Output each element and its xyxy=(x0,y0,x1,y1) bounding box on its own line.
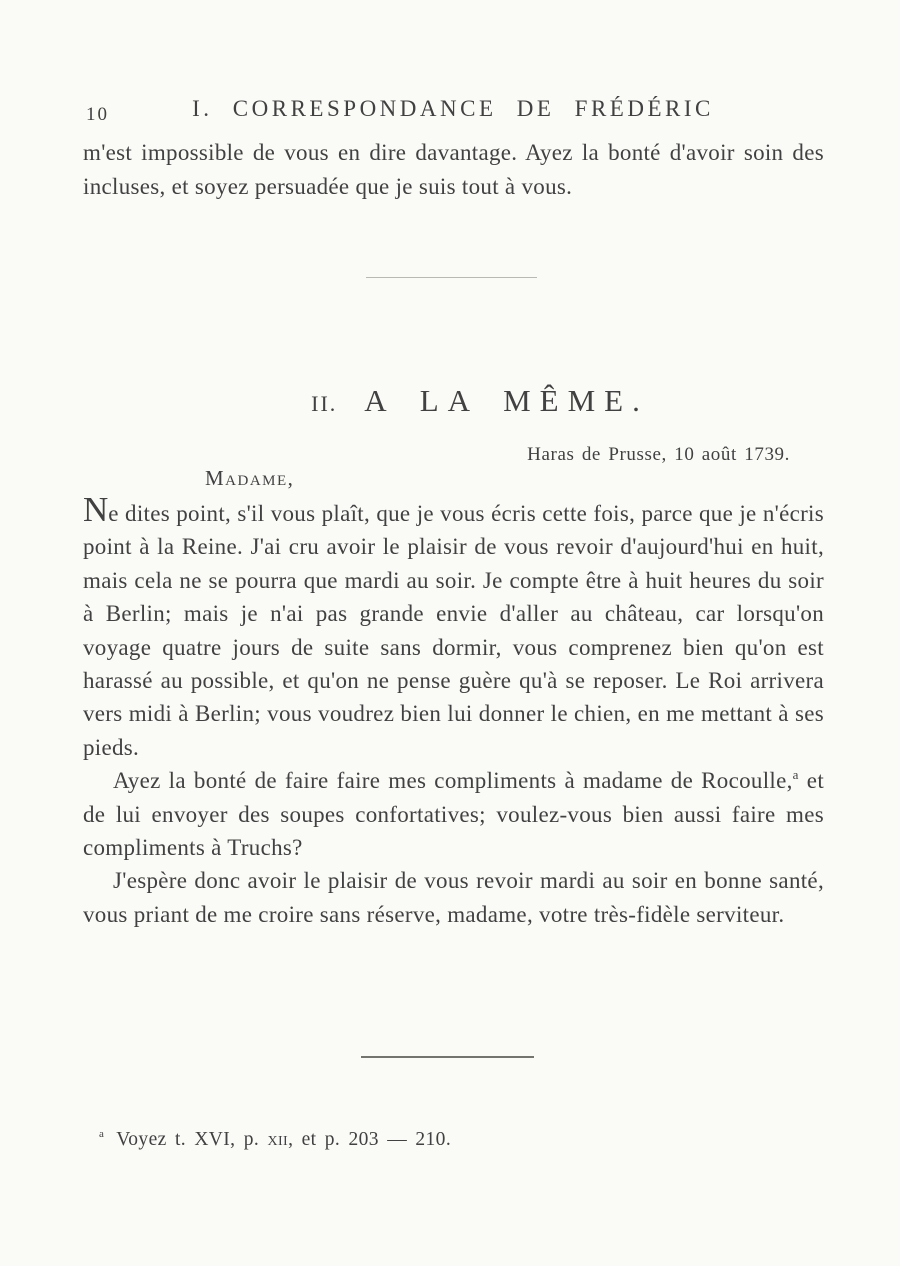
letter-body xyxy=(83,490,825,931)
footnote-roman-pages: xii xyxy=(267,1129,289,1150)
running-head xyxy=(83,96,823,126)
paragraph-compliments xyxy=(83,764,824,864)
salutation: Madame, xyxy=(205,466,295,490)
letter-number: II. xyxy=(311,391,338,416)
footnote-text-2: , et p. 203 — 210. xyxy=(288,1129,452,1150)
footnote-marker: a xyxy=(99,1128,105,1140)
section-divider-top xyxy=(366,277,537,278)
paragraph-opening xyxy=(83,490,824,764)
paragraph-compliments-text-1: Ayez la bonté de faire faire mes compliments à madame de Rocoulle, xyxy=(113,768,793,794)
footnote xyxy=(99,1129,451,1151)
dateline: Haras de Prusse, 10 août 1739. xyxy=(527,444,790,465)
paragraph-opening-text: e dites point, s'il vous plaît, que je vous écris cette fois, parce que je n'écris point à la Reine. J'ai cru avoir le plaisir de vous revoir d'aujourd'hui en huit, mais cela ne se pourra que mardi au soir. Je compte être à huit heures du soir à Berlin; mais je n'ai pas grande envie d'aller au château, car lorsqu'on voyage quatre jours de suite sans dormir, vous comprenez bien qu'on est harassé au possible, et qu'on ne pense guère qu'à se reposer. Le Roi arrivera vers midi à Berlin; vous voudrez bien lui donner le chien, en me mettant à ses pieds. xyxy=(83,501,824,760)
footnote-text-1: Voyez t. XVI, p. xyxy=(116,1129,268,1150)
footnote-divider xyxy=(361,1056,534,1058)
paragraph-compliments-text-2: et de lui envoyer des soupes confortatives; voulez-vous bien aussi faire mes compliments à Truchs? xyxy=(83,768,825,861)
initial-capital: N xyxy=(83,490,109,529)
letter-title: A LA MÊME. xyxy=(364,383,649,418)
page-number: 10 xyxy=(86,104,109,125)
paragraph-closing: J'espère donc avoir le plaisir de vous revoir mardi au soir en bonne santé, vous priant de me croire sans réserve, madame, votre très-fidèle serviteur. xyxy=(83,868,824,927)
footnote-reference-marker: a xyxy=(792,767,799,783)
running-title: I. CORRESPONDANCE DE FRÉDÉRIC xyxy=(192,96,714,121)
letter-heading xyxy=(30,383,900,419)
previous-letter-continuation: m'est impossible de vous en dire davantage. Ayez la bonté d'avoir soin des incluses, et soyez persuadée que je suis tout à vous. xyxy=(83,140,824,199)
